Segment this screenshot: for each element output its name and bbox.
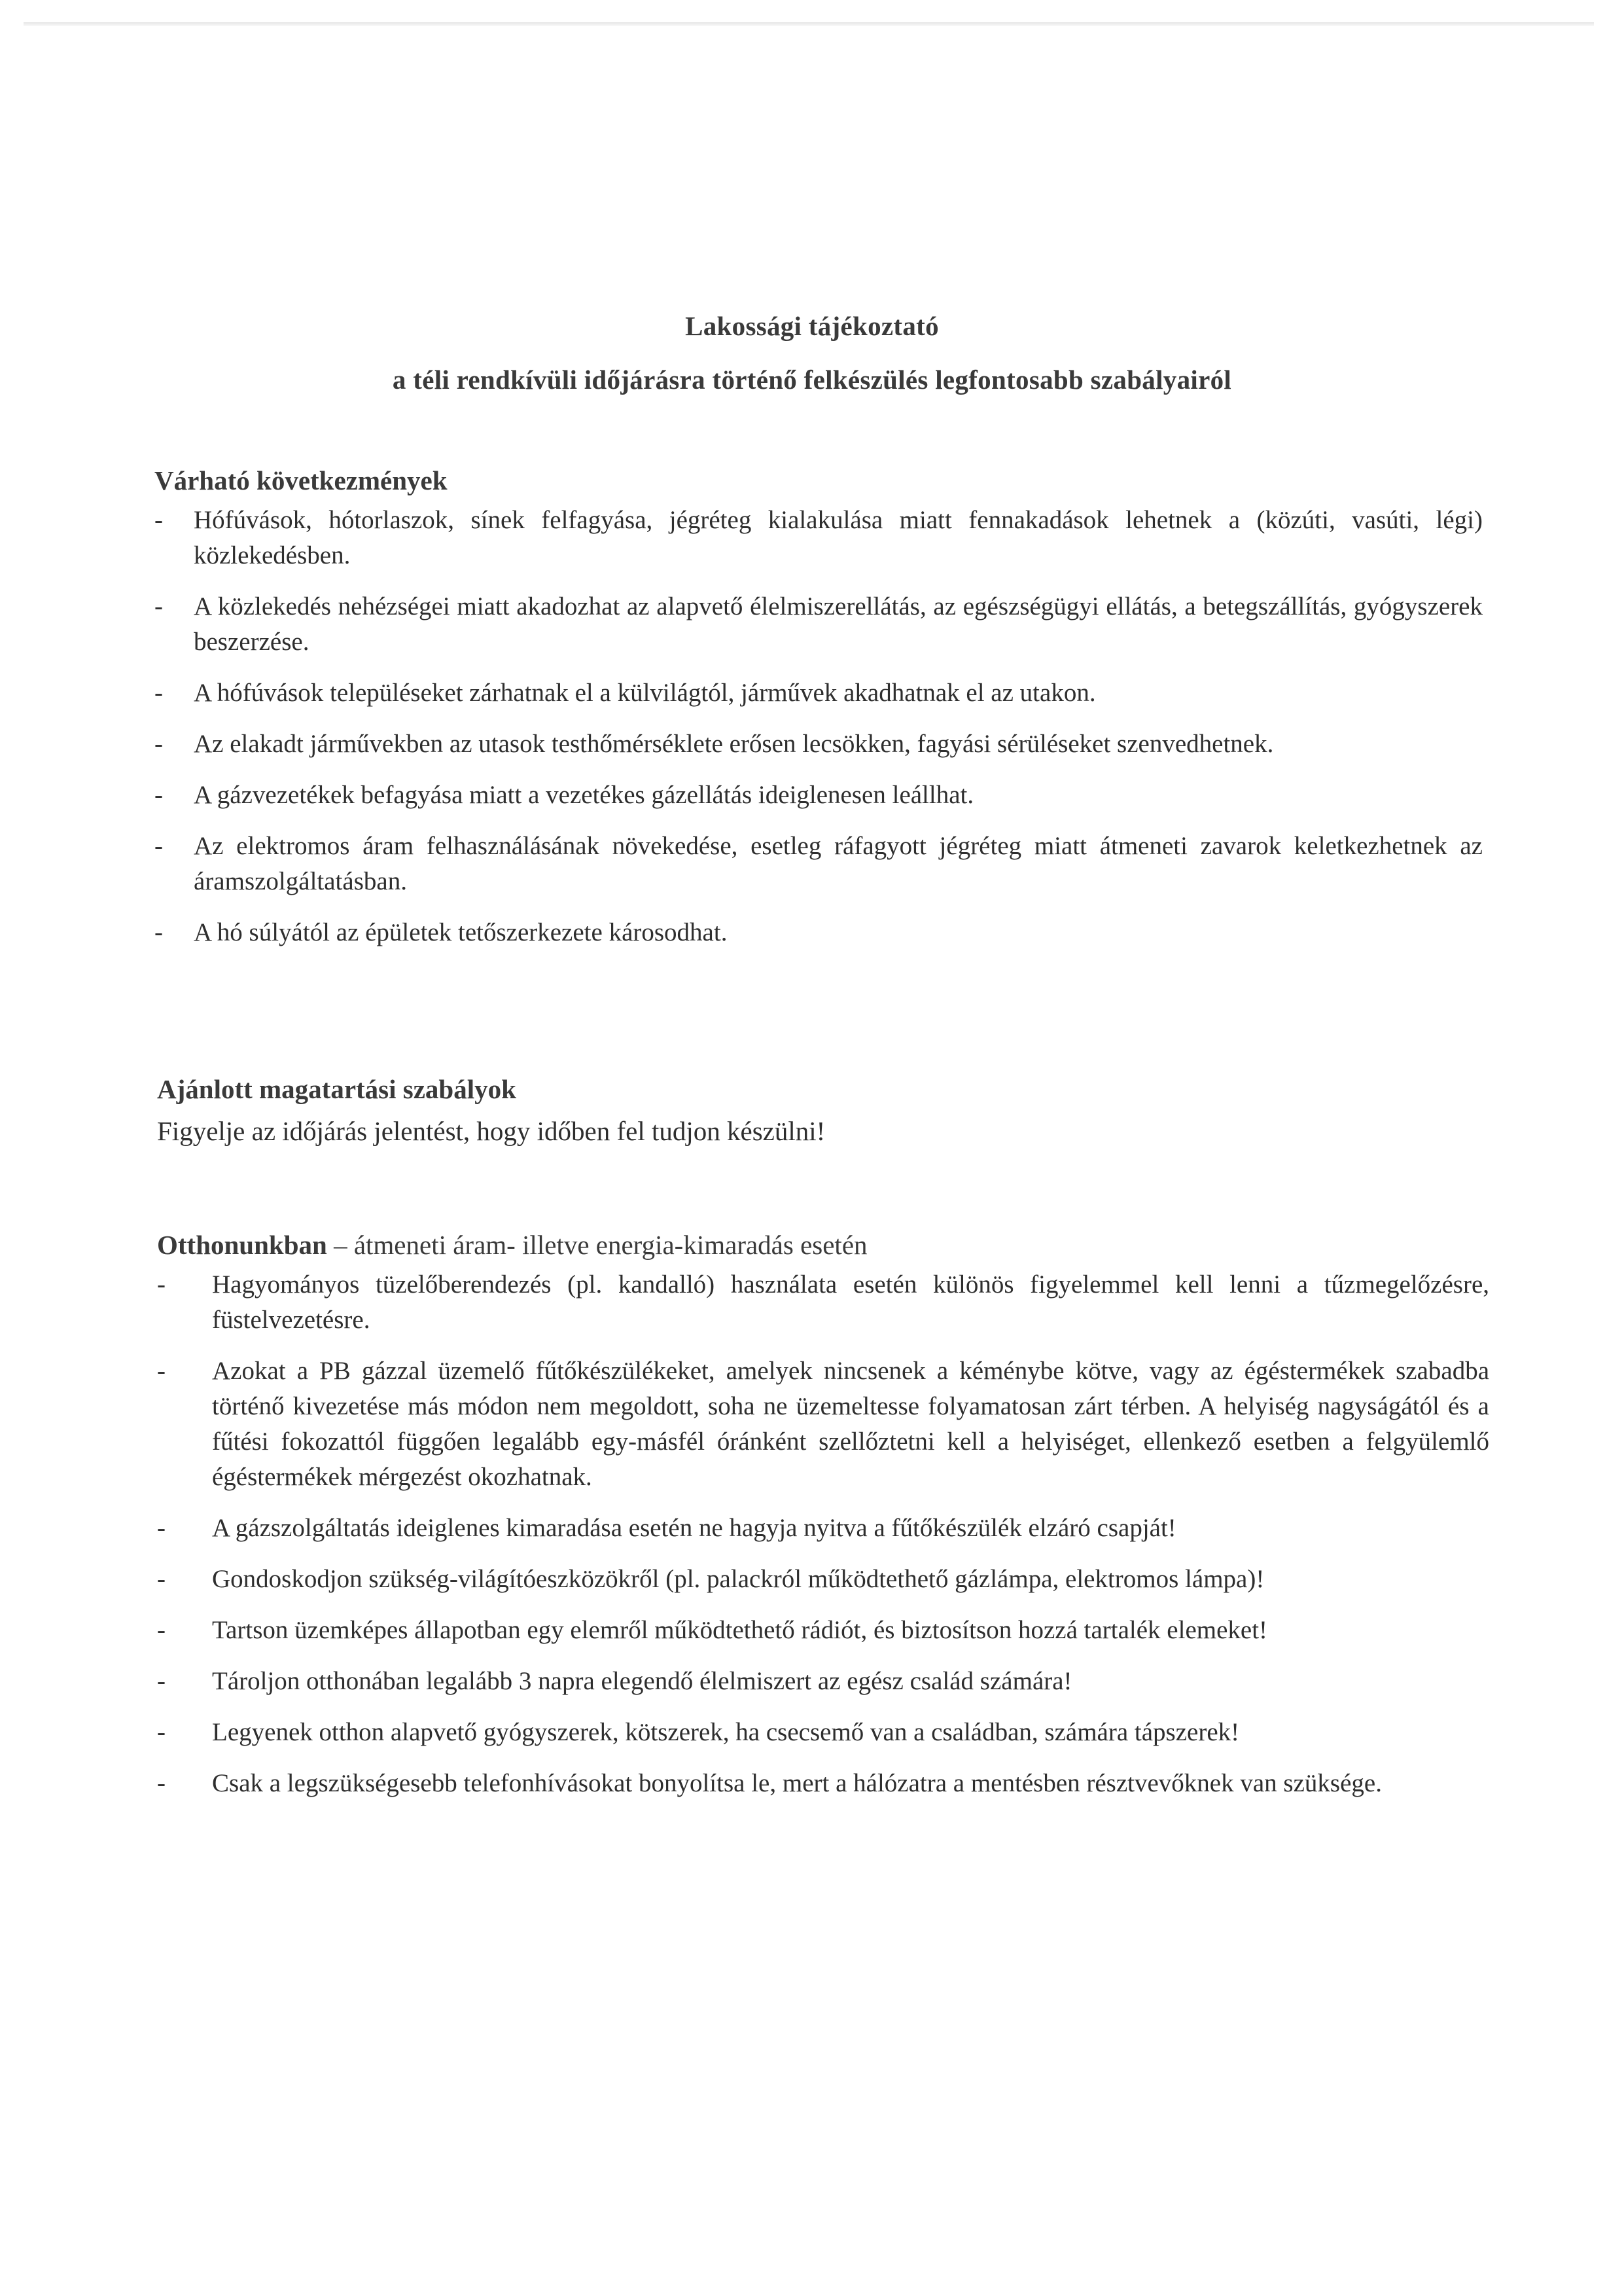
document-title: Lakossági tájékoztató — [685, 311, 939, 341]
dash-bullet: - — [157, 1769, 166, 1797]
dash-bullet: - — [154, 506, 163, 534]
list-item — [157, 1562, 1489, 1597]
list-item-text: Tároljon otthonában legalább 3 napra elegendő élelmiszert az egész család számára! — [212, 1667, 1072, 1695]
list-item-text: A gázvezetékek befagyása miatt a vezetékes gázellátás ideiglenesen leállhat. — [194, 781, 974, 809]
list-item — [154, 589, 1483, 660]
list-item-text: Csak a legszükségesebb telefonhívásokat bonyolítsa le, mert a hálózatra a mentésben résztvevőknek van szüksége. — [212, 1769, 1382, 1797]
list-item — [157, 1511, 1489, 1546]
section-at-home — [157, 1225, 1489, 1817]
home-rules-list — [157, 1267, 1489, 1801]
dash-bullet: - — [157, 1357, 166, 1385]
section-recommended-behaviour — [157, 1069, 1485, 1151]
list-item — [154, 675, 1483, 711]
list-item-text: Az elektromos áram felhasználásának növekedése, esetleg ráfagyott jégréteg miatt átmeneti zavarok keletkezhetnek az áramszolgáltatásban. — [194, 832, 1483, 895]
list-item — [154, 829, 1483, 899]
dash-bullet: - — [154, 918, 163, 946]
section-heading: Várható következmények — [154, 465, 448, 495]
list-item-text: Legyenek otthon alapvető gyógyszerek, kötszerek, ha csecsemő van a családban, számára tápszerek! — [212, 1718, 1240, 1746]
dash-bullet: - — [157, 1270, 166, 1299]
list-item — [154, 503, 1483, 573]
dash-bullet: - — [157, 1565, 166, 1593]
dash-bullet: - — [157, 1514, 166, 1542]
list-item-text: Hagyományos tüzelőberendezés (pl. kandalló) használata esetén különös figyelemmel kell lenni a tűzmegelőzésre, füstelvezetésre. — [212, 1270, 1489, 1334]
section-expected-consequences — [154, 461, 1483, 966]
list-item-text: A gázszolgáltatás ideiglenes kimaradása esetén ne hagyja nyitva a fűtőkészülék elzáró csapját! — [212, 1514, 1176, 1542]
list-item — [154, 915, 1483, 950]
list-item — [154, 778, 1483, 813]
dash-bullet: - — [157, 1616, 166, 1644]
list-item — [154, 726, 1483, 762]
dash-bullet: - — [154, 679, 163, 707]
dash-bullet: - — [157, 1667, 166, 1695]
document-subtitle: a téli rendkívüli időjárásra történő felkészülés legfontosabb szabályairól — [392, 365, 1232, 395]
list-item-text: Hófúvások, hótorlaszok, sínek felfagyása, jégréteg kialakulása miatt fennakadások lehetnek a (közúti, vasúti, légi) közlekedésben. — [194, 506, 1483, 569]
section-intro-text: Figyelje az időjárás jelentést, hogy időben fel tudjon készülni! — [157, 1116, 826, 1146]
list-item-text: Tartson üzemképes állapotban egy elemről működtethető rádiót, és biztosítson hozzá tartalék elemeket! — [212, 1616, 1268, 1644]
list-item — [157, 1267, 1489, 1338]
section-heading — [157, 1225, 1489, 1265]
list-item — [157, 1715, 1489, 1750]
consequences-list — [154, 503, 1483, 950]
list-item — [157, 1766, 1489, 1801]
list-item-text: Gondoskodjon szükség-világítóeszközökről (pl. palackról működtethető gázlámpa, elektromos lámpa)! — [212, 1565, 1265, 1593]
dash-bullet: - — [154, 832, 163, 860]
list-item — [157, 1613, 1489, 1648]
section-heading-bold: Otthonunkban — [157, 1230, 327, 1260]
list-item-text: A közlekedés nehézségei miatt akadozhat az alapvető élelmiszerellátás, az egészségügyi ellátás, a betegszállítás, gyógyszerek beszerzése. — [194, 592, 1483, 656]
list-item-text: A hó súlyától az épületek tetőszerkezete károsodhat. — [194, 918, 728, 946]
list-item — [157, 1354, 1489, 1495]
section-heading: Ajánlott magatartási szabályok — [157, 1074, 516, 1104]
section-heading-rest: – átmeneti áram- illetve energia-kimaradás esetén — [327, 1230, 868, 1260]
list-item — [157, 1664, 1489, 1699]
dash-bullet: - — [157, 1718, 166, 1746]
list-item-text: Azokat a PB gázzal üzemelő fűtőkészülékeket, amelyek nincsenek a kéménybe kötve, vagy az égéstermékek szabadba történő kivezetése más módon nem megoldott, soha ne üzemeltesse folyamatosan zárt térben. A helyiség nagyságától és a fűtési fokozattól függően legalább egy-másfél óránként szellőztetni kell a helyiséget, ellenkező esetben a felgyülemlő égéstermékek mérgezést okozhatnak. — [212, 1357, 1489, 1491]
list-item-text: A hófúvások településeket zárhatnak el a külvilágtól, járművek akadhatnak el az utakon. — [194, 679, 1096, 707]
dash-bullet: - — [154, 730, 163, 758]
list-item-text: Az elakadt járművekben az utasok testhőmérséklete erősen lecsökken, fagyási sérüléseket szenvedhetnek. — [194, 730, 1274, 758]
dash-bullet: - — [154, 781, 163, 809]
dash-bullet: - — [154, 592, 163, 620]
